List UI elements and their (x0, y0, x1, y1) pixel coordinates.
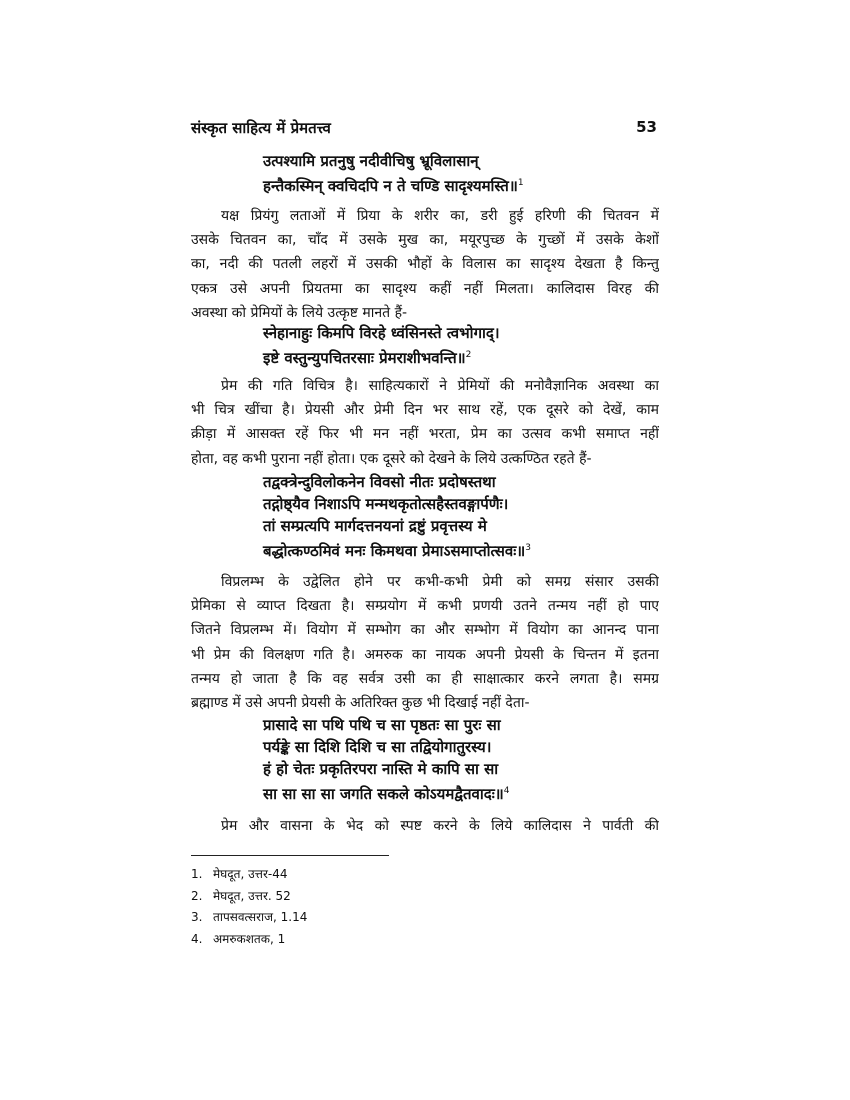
verse-line: प्रासादे सा पथि पथि च सा पृष्ठतः सा पुरः सा (263, 716, 501, 734)
verse-line: पर्यङ्के सा दिशि दिशि च सा तद्वियोगातुरस्य। (263, 738, 492, 756)
footnote (191, 907, 307, 929)
page-number: 53 (636, 118, 657, 136)
verse-line: सा सा सा सा जगति सकले कोऽयमद्वैतवादः॥$^4$ (263, 785, 510, 803)
text-line: प्रेमिका से व्याप्त दिखता है। सम्प्रयोग में कभी प्रणयी उतने तन्मय नहीं हो पाए (191, 598, 659, 615)
running-title: संस्कृत साहित्य में प्रेमतत्त्व (191, 119, 331, 137)
paragraph-3 (191, 570, 659, 715)
text-line: जितने विप्रलम्भ में। वियोग में सम्भोग का और सम्भोग में वियोग का आनन्द पाना (191, 622, 659, 639)
footnote-number: 1. (191, 867, 203, 881)
verse-4 (263, 714, 509, 805)
text-line: प्रेम और वासना के भेद को स्पष्ट करने के लिये कालिदास ने पार्वती की (221, 818, 659, 834)
paragraph-2 (191, 374, 659, 471)
verse-line: तद्गोष्ठ्यैव निशाऽपि मन्मथकृतोत्सहैस्तवङ्गार्पणैः। (263, 495, 509, 513)
text-line: क्रीड़ा में आसक्त रहें फिर भी मन नहीं भरता, प्रेम का उत्सव कभी समाप्त नहीं (191, 426, 659, 443)
verse-line: बद्धोत्कण्ठमिवं मनः किमथवा प्रेमाऽसमाप्तोत्सवः॥$^3$ (263, 542, 532, 560)
footnotes (191, 864, 307, 950)
verse-1 (263, 150, 524, 197)
text-line: उसके चितवन का, चाँद में उसके मुख का, मयूरपुच्छ के गुच्छों में उसके केशों (191, 232, 659, 249)
running-header (191, 118, 657, 140)
footnote-divider (191, 855, 389, 856)
verse-line: तद्वक्त्रेन्दुविलोकनेन विवसो नीतः प्रदोषस्तथा (263, 473, 496, 491)
paragraph-4 (191, 814, 659, 838)
footnote-ref: 4 (503, 786, 510, 796)
footnote (191, 929, 307, 951)
text-line: तन्मय हो जाता है कि वह सर्वत्र उसी का ही साक्षात्कार करने लगता है। समग्र (191, 670, 659, 687)
verse-line: उत्पश्यामि प्रतनुषु नदीवीचिषु भ्रूविलासान् (263, 152, 479, 170)
verse-line: तां सम्प्रत्यपि मार्गदत्तनयनां द्रष्टुं प्रवृत्तस्य मे (263, 517, 487, 535)
verse-line: स्नेहानाहुः किमपि विरहे ध्वंसिनस्ते त्वभोगाद्। (263, 324, 500, 342)
paragraph-1 (191, 204, 659, 325)
footnote-ref: 1 (517, 178, 524, 188)
text-line: होता, वह कभी पुराना नहीं होता। एक दूसरे को देखने के लिये उत्कण्ठित रहते हैं- (191, 450, 592, 467)
footnote-number: 4. (191, 931, 203, 946)
verse-line: हन्तैकस्मिन् क्वचिदपि न ते चण्डि सादृश्यमस्ति॥$^1$ (263, 177, 524, 195)
text-line: एकत्र उसे अपनी प्रियतमा का सादृश्य कहीं नहीं मिलता। कालिदास विरह की (191, 280, 659, 297)
text-line: भी प्रेम की विलक्षण गति है। अमरुक का नायक अपनी प्रेयसी के चिन्तन में इतना (191, 646, 659, 663)
footnote-number: 2. (191, 888, 203, 903)
footnote-ref: 3 (525, 543, 532, 553)
footnote-ref: 2 (465, 350, 472, 360)
footnote-text: तापसवत्सराज, 1.14 (213, 910, 308, 924)
verse-3 (263, 471, 531, 562)
footnote-text: मेघदूत, उत्तर-44 (213, 867, 288, 881)
verse-line: इष्टे वस्तुन्युपचितरसाः प्रेमराशीभवन्ति॥$^2$ (263, 349, 472, 367)
text-line: प्रेम की गति विचित्र है। साहित्यकारों ने प्रेमियों की मनोवैज्ञानिक अवस्था का (221, 378, 659, 394)
footnote-text: अमरुकशतक, 1 (213, 931, 286, 946)
verse-line: हं हो चेतः प्रकृतिरपरा नास्ति मे कापि सा सा (263, 760, 499, 778)
text-line: अवस्था को प्रेमियों के लिये उत्कृष्ट मानते हैं- (191, 304, 408, 321)
footnote-text: मेघदूत, उत्तर. 52 (213, 888, 291, 903)
text-line: भी चित्र खींचा है। प्रेयसी और प्रेमी दिन भर साथ रहें, एक दूसरे को देखें, काम (191, 402, 659, 419)
text-line: यक्ष प्रियंगु लताओं में प्रिया के शरीर का, डरी हुई हरिणी की चितवन में (221, 208, 659, 224)
text-line: ब्रह्माण्ड में उसे अपनी प्रेयसी के अतिरिक्त कुछ भी दिखाई नहीं देता- (191, 695, 530, 712)
footnote-number: 3. (191, 910, 203, 924)
verse-2 (263, 322, 500, 369)
text-line: का, नदी की पतली लहरों में उसकी भौहों के विलास का सादृश्य देखता है किन्तु (191, 256, 659, 273)
footnote (191, 864, 307, 886)
text-line: विप्रलम्भ के उद्वेलित होने पर कभी-कभी प्रेमी को समग्र संसार उसकी (221, 574, 659, 590)
footnote (191, 886, 307, 908)
